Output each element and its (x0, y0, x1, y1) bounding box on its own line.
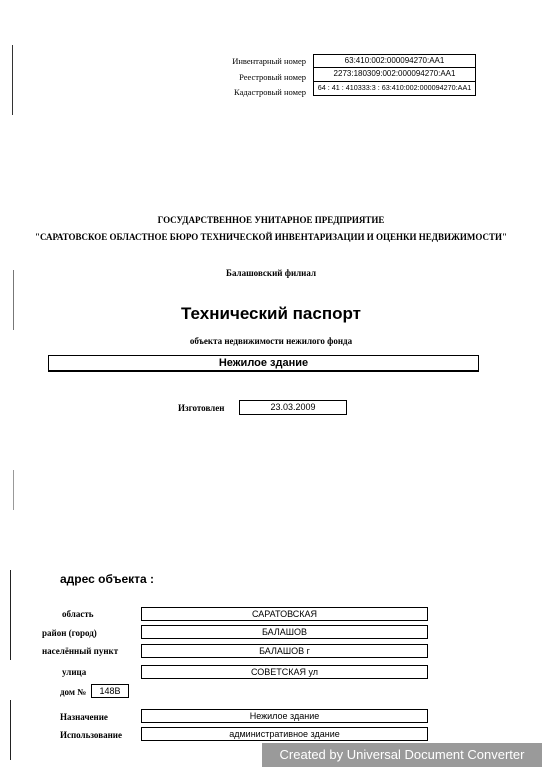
district-field: БАЛАШОВ (141, 625, 428, 639)
region-field: САРАТОВСКАЯ (141, 607, 428, 621)
locality-field: БАЛАШОВ г (141, 644, 428, 658)
cadastral-number-value: 64 : 41 : 410333:3 : 63:410:002:000094270:АА1 (313, 81, 476, 96)
district-label: район (город) (42, 628, 97, 638)
street-field: СОВЕТСКАЯ ул (141, 665, 428, 679)
register-number-value: 2273:180309:002:000094270:АА1 (313, 67, 476, 81)
locality-label: населённый пункт (42, 646, 119, 656)
purpose-field: Нежилое здание (141, 709, 428, 723)
usage-field: административное здание (141, 727, 428, 741)
house-label: дом № (60, 687, 87, 697)
register-number-label: Реестровый номер (239, 72, 306, 82)
region-label: область (62, 609, 94, 619)
street-label: улица (62, 667, 87, 677)
scan-edge-line (12, 45, 13, 115)
converter-watermark: Created by Universal Document Converter (262, 743, 542, 767)
object-type-field: Нежилое здание (48, 355, 479, 372)
house-field: 148В (91, 684, 129, 698)
inventory-number-value: 63:410:002:000094270:АА1 (313, 54, 476, 67)
made-label: Изготовлен (178, 403, 225, 413)
cadastral-number-label: Кадастровый номер (234, 87, 306, 97)
branch-name: Балашовский филиал (226, 268, 316, 278)
org-line-1: ГОСУДАРСТВЕННОЕ УНИТАРНОЕ ПРЕДПРИЯТИЕ (157, 215, 385, 225)
page-title: Технический паспорт (181, 304, 361, 323)
made-date-field: 23.03.2009 (239, 400, 347, 415)
scan-edge-line (10, 700, 11, 760)
address-heading: адрес объекта : (60, 572, 155, 586)
purpose-label: Назначение (60, 712, 108, 722)
org-line-2: "САРАТОВСКОЕ ОБЛАСТНОЕ БЮРО ТЕХНИЧЕСКОЙ ИНВЕНТАРИЗАЦИИ И ОЦЕНКИ НЕДВИЖИМОСТИ" (34, 232, 508, 242)
scan-edge-line (13, 470, 14, 510)
scan-edge-line (10, 570, 11, 660)
inventory-number-label: Инвентарный номер (232, 56, 306, 66)
page-subtitle: объекта недвижимости нежилого фонда (189, 336, 353, 346)
usage-label: Использование (60, 730, 122, 740)
